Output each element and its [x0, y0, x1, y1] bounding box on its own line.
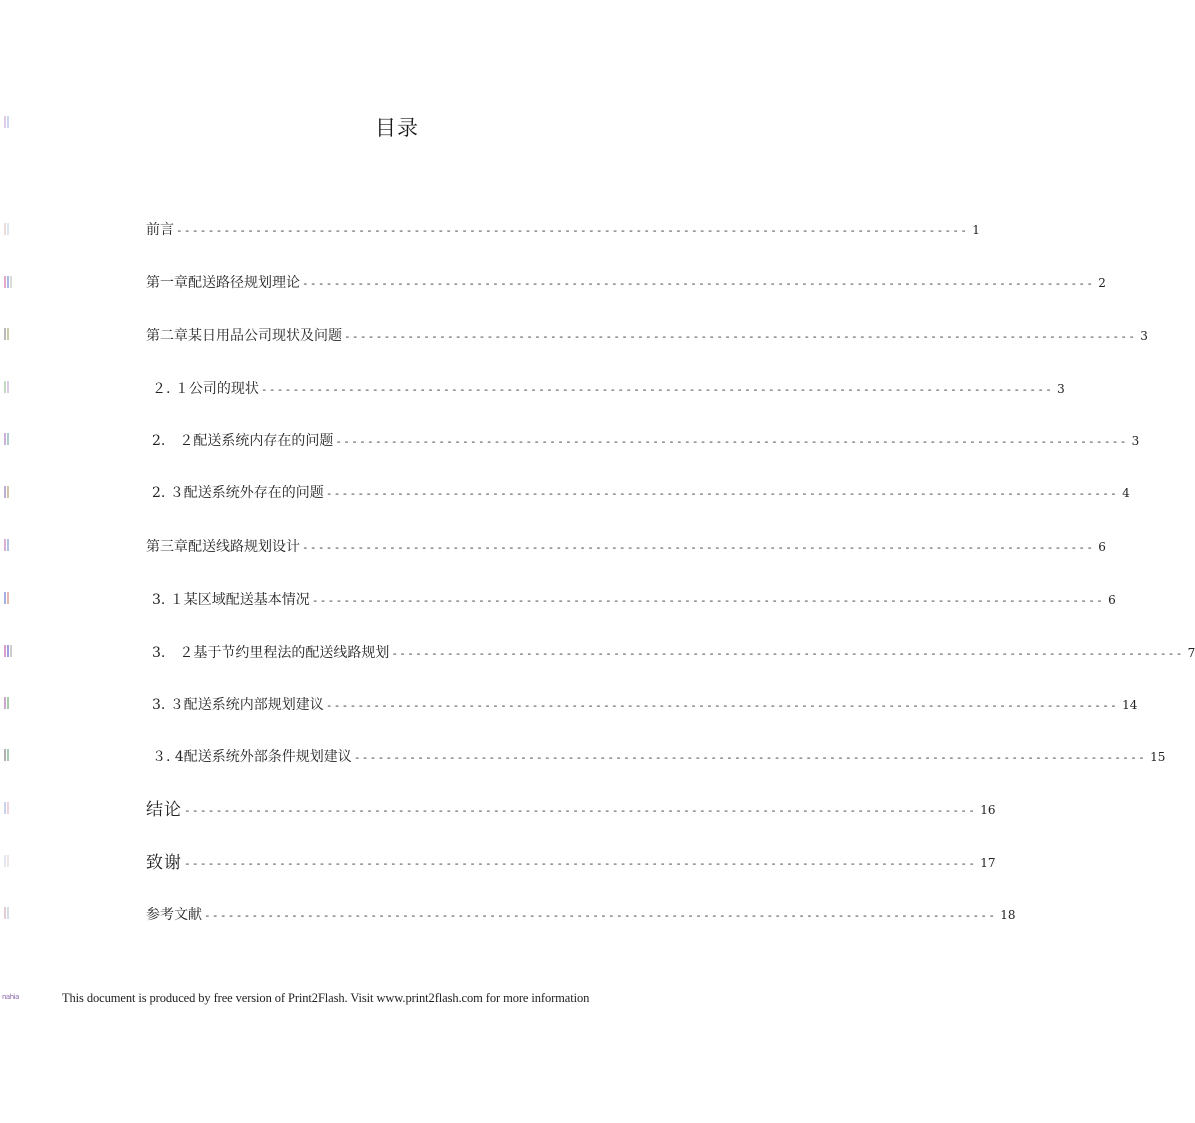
- toc-entry[interactable]: [146, 217, 980, 239]
- margin-artifact: [4, 432, 22, 446]
- toc-entry-label: ２. １公司的现状: [152, 381, 259, 397]
- margin-artifact: [4, 115, 22, 129]
- toc-entry-label: 参考文献: [146, 907, 202, 923]
- toc-entry-label: 2. ３配送系统外存在的问题: [152, 485, 324, 501]
- margin-artifact: [4, 644, 22, 658]
- toc-entry[interactable]: [146, 640, 1195, 662]
- margin-artifact: [4, 538, 22, 552]
- toc-page-number: 4: [1122, 486, 1130, 500]
- dot-leader: ----------------------------------------------------------------------------------------------------: [302, 277, 1095, 290]
- toc-entry-label: 3. ３配送系统内部规划建议: [152, 697, 324, 713]
- dot-leader: ----------------------------------------------------------------------------------------------------: [391, 647, 1184, 660]
- toc-entry-label: 3. ２基于节约里程法的配送线路规划: [152, 645, 390, 661]
- watermark-footer: This document is produced by free version of Print2Flash. Visit www.print2flash.com for more information: [62, 991, 590, 1005]
- footer-margin-mark: nahia: [2, 993, 19, 1001]
- toc-entry[interactable]: [146, 270, 1106, 292]
- toc-entry[interactable]: [146, 428, 1140, 450]
- toc-entry[interactable]: [146, 744, 1166, 766]
- dot-leader: ----------------------------------------------------------------------------------------------------: [260, 383, 1054, 396]
- toc-entry-label: ３. 4配送系统外部条件规划建议: [152, 749, 352, 765]
- margin-artifact: [4, 801, 22, 815]
- dot-leader: ----------------------------------------------------------------------------------------------------: [325, 487, 1119, 500]
- toc-entry-label: 第一章配送路径规划理论: [146, 275, 300, 291]
- margin-artifact: [4, 748, 22, 762]
- toc-page-number: 15: [1150, 750, 1166, 764]
- margin-artifact: [4, 591, 22, 605]
- margin-artifact: [4, 380, 22, 394]
- dot-leader: ----------------------------------------------------------------------------------------------------: [204, 909, 997, 922]
- toc-entry[interactable]: [146, 850, 996, 873]
- toc-page-number: 6: [1108, 593, 1116, 607]
- toc-entry[interactable]: [146, 692, 1138, 714]
- toc-page-number: 18: [1000, 908, 1016, 922]
- margin-artifact: [4, 696, 22, 710]
- toc-entry[interactable]: [146, 323, 1148, 345]
- toc-page-number: 6: [1098, 540, 1106, 554]
- toc-entry[interactable]: [146, 534, 1106, 556]
- margin-artifact: [4, 275, 22, 289]
- toc-page-number: 3: [1057, 382, 1065, 396]
- dot-leader: ----------------------------------------------------------------------------------------------------: [325, 699, 1119, 712]
- toc-entry-label: 第三章配送线路规划设计: [146, 539, 300, 555]
- toc-title: 目录: [375, 116, 419, 140]
- dot-leader: ----------------------------------------------------------------------------------------------------: [176, 224, 969, 237]
- dot-leader: ----------------------------------------------------------------------------------------------------: [184, 857, 977, 870]
- toc-page-number: 1: [972, 223, 980, 237]
- dot-leader: ----------------------------------------------------------------------------------------------------: [311, 594, 1105, 607]
- dot-leader: ----------------------------------------------------------------------------------------------------: [302, 541, 1095, 554]
- margin-artifact: [4, 485, 22, 499]
- dot-leader: ----------------------------------------------------------------------------------------------------: [353, 751, 1147, 764]
- margin-artifact: [4, 222, 22, 236]
- margin-artifact: [4, 327, 22, 341]
- toc-page-number: 2: [1098, 276, 1106, 290]
- toc-entry[interactable]: [146, 480, 1130, 502]
- margin-artifact: [4, 854, 22, 868]
- toc-entry[interactable]: [146, 376, 1065, 398]
- dot-leader: ----------------------------------------------------------------------------------------------------: [344, 330, 1137, 343]
- toc-page-number: 7: [1187, 646, 1195, 660]
- toc-entry-label: 前言: [146, 222, 174, 238]
- toc-page-number: 14: [1122, 698, 1138, 712]
- toc-entry-label: 第二章某日用品公司现状及问题: [146, 328, 342, 344]
- toc-page-number: 3: [1131, 434, 1140, 448]
- toc-page-number: 3: [1140, 329, 1148, 343]
- toc-entry-label: 2. ２配送系统内存在的问题: [152, 433, 334, 449]
- toc-page-number: 16: [980, 803, 996, 817]
- toc-entry[interactable]: [146, 587, 1116, 609]
- toc-entry-label: 3. １某区域配送基本情况: [152, 592, 310, 608]
- dot-leader: ----------------------------------------------------------------------------------------------------: [184, 804, 977, 817]
- toc-entry[interactable]: [146, 902, 1016, 924]
- dot-leader: ----------------------------------------------------------------------------------------------------: [335, 435, 1128, 448]
- toc-entry-label: 致谢: [146, 853, 182, 873]
- toc-entry-label: 结论: [146, 800, 182, 820]
- margin-artifact: [4, 906, 22, 920]
- toc-entry[interactable]: [146, 797, 996, 820]
- toc-page-number: 17: [980, 856, 996, 870]
